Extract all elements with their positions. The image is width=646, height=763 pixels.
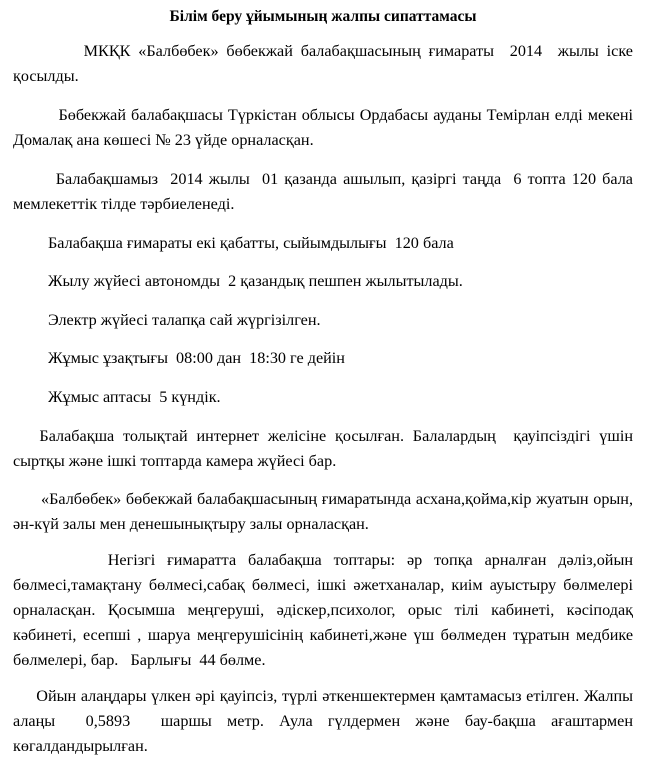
fact-heating-system: Жылу жүйесі автономды 2 қазандық пешпен жылытылады. [48, 272, 463, 290]
fact-working-week: Жұмыс аптасы 5 күндік. [48, 388, 221, 406]
paragraph-building-commissioned: МКҚК «Балбөбек» бөбекжай балабақшасының ғимараты 2014 жылы іске қосылды. [13, 42, 638, 85]
paragraph-internet-cameras: Балабақша толықтай интернет желісіне қосылған. Балалардың қауіпсіздігі үшін сыртқы және ішкі топтарда камера жүйесі бар. [13, 427, 638, 470]
fact-building-floors: Балабақша ғимараты екі қабатты, сыйымдылығы 120 бала [48, 234, 454, 252]
paragraph-rooms: Негізгі ғимаратта балабақша топтары: әр топқа арналған дәліз,ойын бөлмесі,тамақтану бөлмесі,сабақ бөлмесі, ішкі әжетханалар, киім ауыстыру бөлмелері орналасқан. Қосымша меңгеруші, әдіскер,психолог, орыс тілі кабинеті, кәсіподақ кәбинеті, есепші , шаруа меңгерушісінің кабинеті,және үш бөлмеден тұратын медбике бөлмелері, бар. Барлығы 44 бөлме. [13, 551, 638, 669]
paragraph-address: Бөбекжай балабақшасы Түркістан облысы Ордабасы ауданы Темірлан елді мекені Домалақ ана көшесі № 23 үйде орналасқан. [13, 106, 638, 149]
fact-working-hours: Жұмыс ұзақтығы 08:00 дан 18:30 ге дейін [48, 349, 345, 367]
document-title: Білім беру ұйымының жалпы сипаттамасы [169, 8, 477, 25]
fact-electrical-system: Электр жүйесі талапқа сай жүргізілген. [48, 311, 321, 329]
paragraph-opening: Балабақшамыз 2014 жылы 01 қазанда ашылып, қазіргі таңда 6 топта 120 бала мемлекеттік тілде тәрбиеленеді. [13, 170, 638, 213]
paragraph-playgrounds: Ойын алаңдары үлкен әрі қауіпсіз, түрлі әткеншектермен қамтамасыз етілген. Жалпы алаңы 0,5893 шаршы метр. Аула гүлдермен және бау-бақша ағаштармен көгалдандырылған. [13, 687, 638, 755]
paragraph-facilities: «Балбөбек» бөбекжай балабақшасының ғимаратында асхана,қойма,кір жуатын орын, ән-күй залы мен денешынықтыру залы орналасқан. [13, 490, 638, 533]
